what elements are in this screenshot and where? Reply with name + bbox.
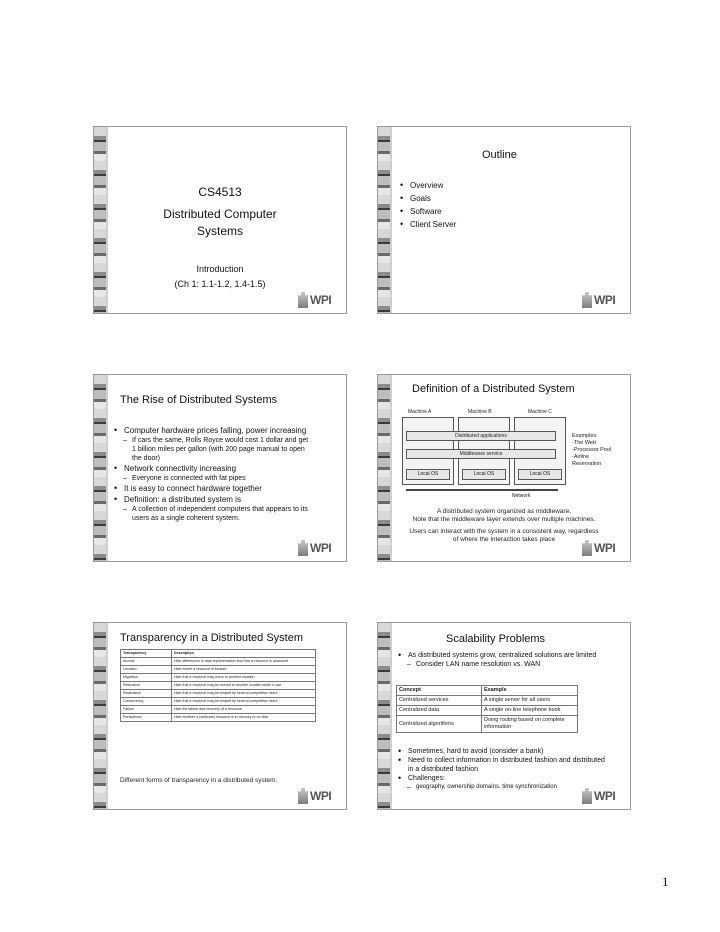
slide-rise <box>93 374 347 562</box>
table-cell: Hide differences in data representation and how a resource is accessed <box>172 658 316 666</box>
tower-icon <box>298 292 308 308</box>
logo-text: WPI <box>310 789 332 803</box>
table-row <box>397 706 578 716</box>
table-header: Transparency <box>121 650 172 658</box>
table-cell: Failure <box>121 706 172 714</box>
logo-text: WPI <box>310 541 332 555</box>
table-cell: Concurrency <box>121 698 172 706</box>
tower-icon <box>582 540 592 556</box>
tower-icon <box>582 292 592 308</box>
logo-text: WPI <box>594 541 616 555</box>
table-row <box>121 714 316 722</box>
examples-list <box>572 433 611 468</box>
table-row <box>121 666 316 674</box>
decorative-strip <box>94 623 106 809</box>
slide-title: The Rise of Distributed Systems <box>120 394 278 406</box>
table-row <box>121 706 316 714</box>
local-os-box: Local OS <box>462 469 506 480</box>
list-item: – Consider LAN name resolution vs. WAN <box>398 660 608 669</box>
slide-outline <box>377 126 631 314</box>
logo-text: WPI <box>594 789 616 803</box>
table-cell: Centralized data <box>397 706 482 716</box>
outline-list <box>400 179 456 231</box>
slide-title: Definition of a Distributed System <box>412 383 575 395</box>
wpi-logo <box>298 539 342 557</box>
slide-transparency <box>93 622 347 810</box>
table-caption: Different forms of transparency in a distributed system. <box>120 777 278 784</box>
table-cell: Hide that a resource may be shared by several competitive users <box>172 698 316 706</box>
table-cell: Hide where a resource is located <box>172 666 316 674</box>
table-cell: Centralized algorithms <box>397 716 482 733</box>
examples-line: Examples: <box>572 433 598 439</box>
slide-title: Transparency in a Distributed System <box>120 632 303 644</box>
scalability-table <box>396 685 578 733</box>
examples-line: -Airline <box>572 454 590 460</box>
machine-label: Machine B <box>468 409 492 415</box>
network-label: Network <box>512 493 531 499</box>
logo-text: WPI <box>594 293 616 307</box>
intro-label: Introduction <box>196 264 244 274</box>
table-cell: Relocation <box>121 682 172 690</box>
wpi-logo <box>582 291 626 309</box>
table-cell: Centralized services <box>397 696 482 706</box>
examples-line: Reservation <box>572 461 602 467</box>
table-row <box>397 716 578 733</box>
table-cell: A single on-line telephone book <box>482 706 578 716</box>
tower-icon <box>582 788 592 804</box>
slide-title: Outline <box>482 149 517 161</box>
slide-title-line-2: Systems <box>196 224 243 238</box>
list-item: • Software <box>400 205 456 218</box>
table-header-row <box>397 686 578 696</box>
examples-line: -The Web <box>572 440 597 446</box>
chapters-label: (Ch 1: 1.1-1.2, 1.4-1.5) <box>174 279 266 289</box>
wpi-logo <box>582 539 626 557</box>
slide-scalability <box>377 622 631 810</box>
table-cell: Persistence <box>121 714 172 722</box>
list-item: • It is easy to connect hardware together <box>114 483 314 494</box>
page-number: 1 <box>662 874 669 889</box>
table-cell: Location <box>121 666 172 674</box>
table-row <box>121 698 316 706</box>
logo-text: WPI <box>310 293 332 307</box>
table-cell: Doing routing based on complete information <box>482 716 578 733</box>
list-item: • Computer hardware prices falling, power increasing <box>114 425 314 436</box>
transparency-table <box>120 649 316 722</box>
list-item: • Challenges: <box>398 774 608 783</box>
table-header: Concept <box>397 686 482 696</box>
network-line <box>406 489 558 491</box>
table-header-row <box>121 650 316 658</box>
wpi-logo <box>582 787 626 805</box>
slide-title <box>93 126 347 314</box>
decorative-strip <box>378 127 390 313</box>
tower-icon <box>298 540 308 556</box>
decorative-strip <box>378 623 390 809</box>
table-header: Example <box>482 686 578 696</box>
caption-line: A distributed system organized as middleware. <box>436 508 572 515</box>
caption-line: Note that the middleware layer extends over multiple machines. <box>412 516 596 523</box>
tower-icon <box>298 788 308 804</box>
table-cell: Hide that a resource may be moved to another location while in use <box>172 682 316 690</box>
list-item: • Overview <box>400 179 456 192</box>
slide-definition <box>377 374 631 562</box>
table-cell: Hide that a resource may be shared by several competitive users <box>172 690 316 698</box>
note-line: of where the interaction takes place <box>452 536 556 543</box>
machine-label: Machine A <box>408 409 432 415</box>
list-item: • Network connectivity increasing <box>114 463 314 474</box>
table-cell: Hide the failure and recovery of a resource <box>172 706 316 714</box>
slide-title: Scalability Problems <box>446 633 546 645</box>
list-item: • Need to collect information in distributed fashion and distributed in a distributed fashion <box>398 756 608 774</box>
decorative-strip <box>94 375 106 561</box>
course-code: CS4513 <box>198 185 242 199</box>
list-item: • Client Server <box>400 218 456 231</box>
list-item: • Sometimes, hard to avoid (consider a bank) <box>398 747 608 756</box>
table-row <box>121 658 316 666</box>
wpi-logo <box>298 787 342 805</box>
intro-bullet-list <box>398 651 608 669</box>
list-item: – A collection of independent computers that appears to its users as a single coherent system. <box>114 505 314 523</box>
middleware-layer: Middleware service <box>406 449 556 459</box>
machine-label: Machine C <box>528 409 552 415</box>
note-line: Users can interact with the system in a consistent way, regardless <box>409 528 599 535</box>
table-cell: Access <box>121 658 172 666</box>
bullet-list <box>398 747 608 792</box>
list-item: • As distributed systems grow, centralized solutions are limited <box>398 651 608 660</box>
list-item: – Everyone is connected with fat pipes <box>114 474 314 483</box>
table-cell: Replication <box>121 690 172 698</box>
table-header: Description <box>172 650 316 658</box>
applications-layer: Distributed applications <box>406 431 556 441</box>
list-item: • Goals <box>400 192 456 205</box>
table-row <box>397 696 578 706</box>
examples-line: -Processor Pool <box>572 447 612 453</box>
local-os-box: Local OS <box>406 469 450 480</box>
list-item: • Definition: a distributed system is <box>114 494 314 505</box>
table-cell: Hide whether a (software) resource is in memory or on disk <box>172 714 316 722</box>
table-row <box>121 682 316 690</box>
middleware-diagram <box>400 409 568 499</box>
wpi-logo <box>298 291 342 309</box>
table-cell: Hide that a resource may move to another location <box>172 674 316 682</box>
bullet-list <box>114 425 314 523</box>
local-os-box: Local OS <box>518 469 562 480</box>
table-row <box>121 690 316 698</box>
table-row <box>121 674 316 682</box>
slide-title-line-1: Distributed Computer <box>163 207 277 221</box>
table-cell: Migration <box>121 674 172 682</box>
list-item: – geography, ownership domains, time synchronization <box>398 783 608 792</box>
list-item: – If cars the same, Rolls Royce would cost 1 dollar and get 1 billion miles per gallon (with 200 page manual to open the door) <box>114 436 314 463</box>
table-cell: A single server for all users <box>482 696 578 706</box>
